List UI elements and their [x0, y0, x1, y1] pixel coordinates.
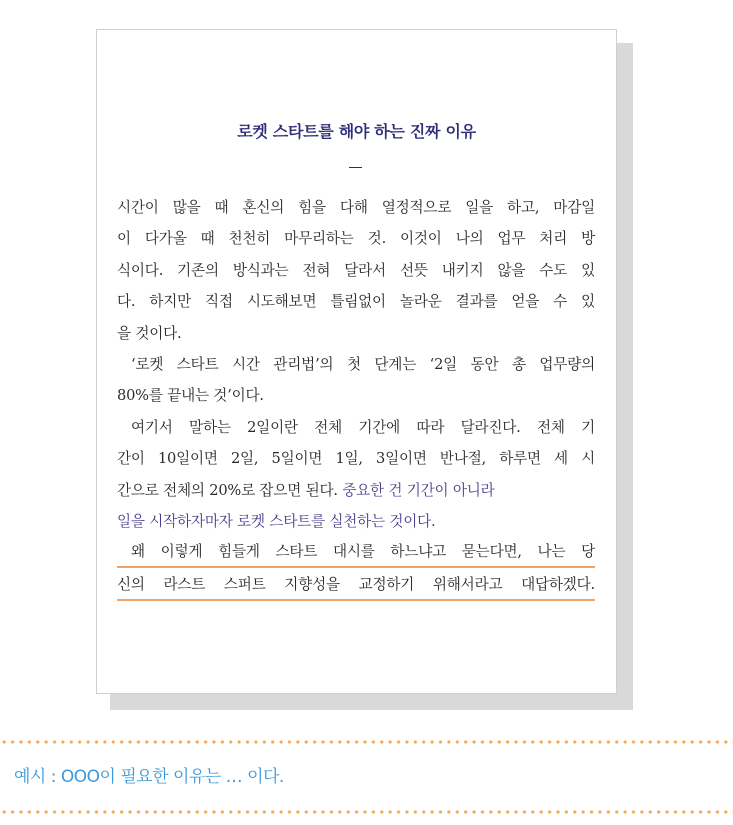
- highlighted-text: 중요한 건 기간이 아니라: [337, 481, 495, 499]
- text-line: [117, 475, 595, 506]
- text-line: 식이다. 기존의 방식과는 전혀 달라서 선뜻 내키지 않을 수도 있: [117, 261, 595, 279]
- body-text: [117, 192, 595, 603]
- text-line: 여기서 말하는 2일이란 전체 기간에 따라 달라진다. 전체 기: [131, 418, 595, 436]
- text-segment: 간으로 전체의 20%로 잡으면 된다.: [117, 481, 338, 499]
- text-line: 이 다가올 때 천천히 마무리하는 것. 이것이 나의 업무 처리 방: [117, 230, 595, 248]
- title-divider: [349, 167, 362, 168]
- page-title: 로켓 스타트를 해야 하는 진짜 이유: [237, 122, 476, 141]
- text-line: 다. 하지만 직접 시도해보면 틀림없이 놀라운 결과를 얻을 수 있: [117, 293, 595, 311]
- example-caption: 예시 : OOO이 필요한 이유는 … 이다.: [14, 767, 284, 787]
- underlined-line: 왜 이렇게 힘들게 스타트 대시를 하느냐고 묻는다면, 나는 당: [117, 537, 595, 568]
- text-line: 시간이 많을 때 혼신의 힘을 다해 열정적으로 일을 하고, 마감일: [117, 199, 595, 216]
- text-line: 80%를 끝내는 것’이다.: [117, 387, 264, 405]
- dotted-divider-top: [0, 740, 733, 744]
- underlined-line: 신의 라스트 스퍼트 지향성을 교정하기 위해서라고 대답하겠다.: [117, 570, 595, 601]
- book-page: [96, 29, 617, 694]
- text-line: ‘로켓 스타트 시간 관리법’의 첫 단계는 ‘2일 동안 총 업무량의: [131, 356, 595, 374]
- dotted-divider-bottom: [0, 810, 733, 814]
- text-line: 간이 10일이면 2일, 5일이면 1일, 3일이면 반나절, 하루면 세 시: [117, 450, 595, 468]
- highlighted-line: 일을 시작하자마자 로켓 스타트를 실천하는 것이다.: [117, 513, 436, 531]
- text-line: 을 것이다.: [117, 324, 182, 342]
